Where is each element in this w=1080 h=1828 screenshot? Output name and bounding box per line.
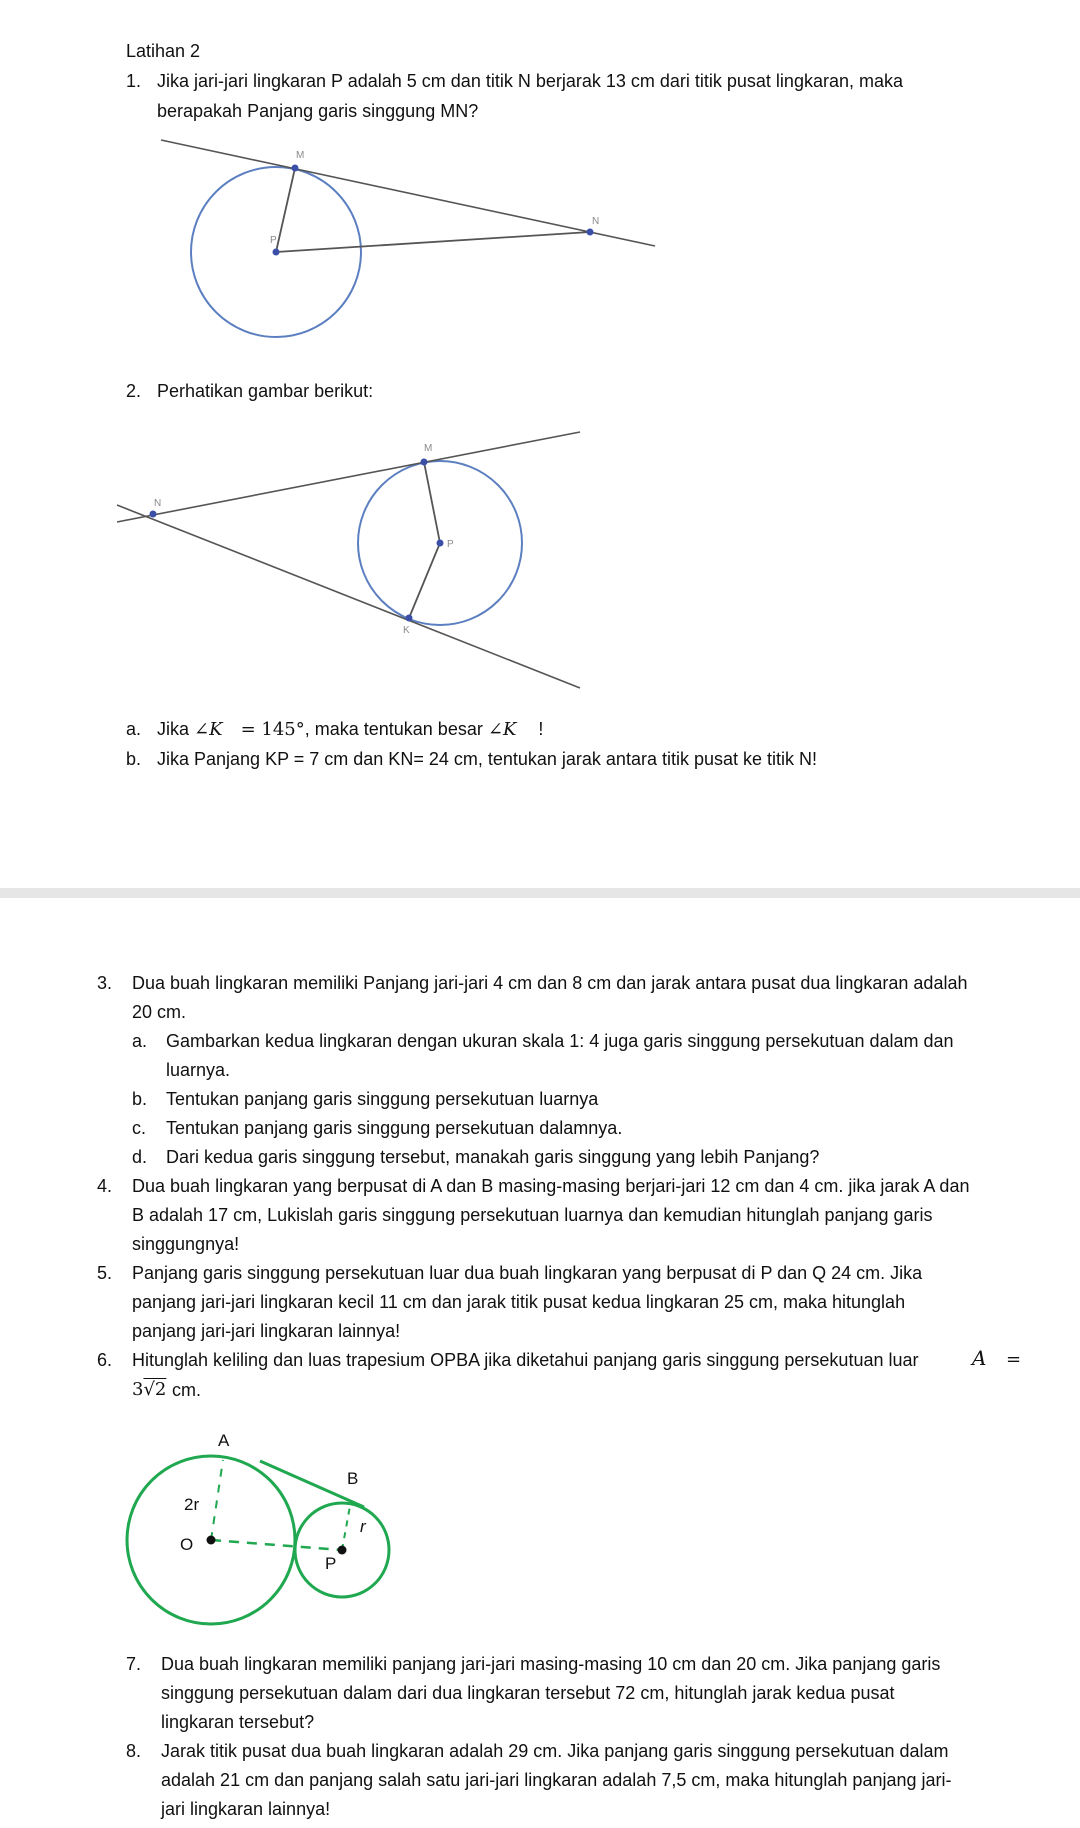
q7-line3: lingkaran tersebut? (161, 1712, 315, 1732)
q3c-text: Tentukan panjang garis singgung persekutuan dalamnya. (166, 1118, 623, 1138)
q6-equals: = (1006, 1349, 1022, 1370)
q2-label-k: K (403, 625, 410, 636)
q2-intro: Perhatikan gambar berikut: (157, 381, 374, 401)
q1-label-n: N (592, 216, 600, 227)
page-1 (0, 0, 1080, 888)
q2-point-n (150, 511, 157, 518)
q2b-text: Jika Panjang KP = 7 cm dan KN= 24 cm, tentukan jarak antara titik pusat ke titik N! (157, 749, 818, 769)
q3-number: 3. (97, 973, 113, 993)
q6-coef: 3 (132, 1379, 144, 1400)
q3a-line2: luarnya. (166, 1060, 231, 1080)
q6-label-b: B (347, 1469, 359, 1488)
q2a-equals: = 145° (240, 719, 305, 740)
q6-point-p (338, 1546, 347, 1555)
q1-label-m: M (296, 150, 305, 161)
q2-tangent-nm (117, 432, 580, 522)
q4-line2: B adalah 17 cm, Lukislah garis singgung persekutuan luarnya dan kemudian hitunglah panjang garis (132, 1205, 933, 1225)
q3d-text: Dari kedua garis singgung tersebut, manakah garis singgung yang lebih Panjang? (166, 1147, 820, 1167)
q3c-marker: c. (132, 1118, 147, 1138)
q6-point-o (207, 1536, 216, 1545)
q4-line3: singgungnya! (132, 1234, 240, 1254)
q6-label-p: P (325, 1554, 337, 1573)
q6-label-r: r (360, 1517, 366, 1536)
q1-line2: berapakah Panjang garis singgung MN? (157, 101, 479, 121)
q2-label-p: P (447, 539, 454, 550)
q2-number: 2. (126, 381, 142, 401)
q3-line2: 20 cm. (132, 1002, 187, 1022)
q6-number: 6. (97, 1350, 113, 1370)
q7-number: 7. (126, 1654, 142, 1674)
q6-label-o: O (180, 1535, 194, 1554)
q8-line2: adalah 21 cm dan panjang salah satu jari-jari lingkaran adalah 7,5 cm, maka hitunglah panjang jari- (161, 1770, 952, 1790)
q1-line1: Jika jari-jari lingkaran P adalah 5 cm dan titik N berjarak 13 cm dari titik pusat lingkaran, maka (157, 71, 903, 91)
q1-label-p: P (270, 235, 277, 246)
q5-line1: Panjang garis singgung persekutuan luar dua buah lingkaran yang berpusat di P dan Q 24 cm. Jika (132, 1263, 923, 1283)
q6-label-a: A (218, 1431, 230, 1450)
q2b-marker: b. (126, 749, 142, 769)
q2-label-m: M (424, 443, 433, 454)
q2-label-n: N (154, 498, 162, 509)
q8-line1: Jarak titik pusat dua buah lingkaran adalah 29 cm. Jika panjang garis singgung persekutuan dalam (161, 1741, 949, 1761)
q2a-angle1: ∠K (194, 719, 223, 740)
q2-point-p (437, 540, 444, 547)
q2a-marker: a. (126, 719, 142, 739)
q1-point-n (587, 229, 594, 236)
q1-point-m (292, 165, 299, 172)
q1-segment-pn (276, 232, 590, 252)
q1-radius-pm (276, 168, 295, 252)
q2a-angle2: ∠K (487, 719, 517, 740)
q2-radius-pk (409, 543, 440, 618)
q3a-line1: Gambarkan kedua lingkaran dengan ukuran skala 1: 4 juga garis singgung persekutuan dalam dan (166, 1031, 954, 1051)
q4-number: 4. (97, 1176, 113, 1196)
q2-point-k (406, 615, 413, 622)
q3b-marker: b. (132, 1089, 148, 1109)
q8-number: 8. (126, 1741, 142, 1761)
q6-line1: Hitunglah keliling dan luas trapesium OPBA jika diketahui panjang garis singgung persekutuan luar (132, 1350, 919, 1370)
q3a-marker: a. (132, 1031, 148, 1051)
q1-point-p (273, 249, 280, 256)
q2-tangent-nk (117, 505, 580, 688)
q6-label-2r: 2r (184, 1495, 200, 1514)
q5-number: 5. (97, 1263, 113, 1283)
q2-point-m (421, 459, 428, 466)
q6-root: √2 (143, 1379, 167, 1400)
page-divider (0, 888, 1080, 898)
q2a-text-before: Jika (157, 719, 190, 739)
q8-line3: jari lingkaran lainnya! (161, 1799, 331, 1819)
q6-var-a: A (972, 1346, 987, 1370)
page-2 (0, 898, 1080, 1828)
q7-line2: singgung persekutuan dalam dari dua lingkaran tersebut 72 cm, hitunglah jarak kedua pusat (161, 1683, 895, 1703)
q3b-text: Tentukan panjang garis singgung persekutuan luarnya (166, 1089, 599, 1109)
figure-q6 (127, 1431, 389, 1624)
q5-line2: panjang jari-jari lingkaran kecil 11 cm dan jarak titik pusat kedua lingkaran 25 cm, maka hitunglah (132, 1292, 906, 1312)
q2a-line (157, 718, 543, 741)
q3-line1: Dua buah lingkaran memiliki Panjang jari-jari 4 cm dan 8 cm dan jarak antara pusat dua lingkaran adalah (132, 973, 968, 993)
q6-segment-op (211, 1540, 342, 1550)
q6-radius-oa (211, 1460, 223, 1540)
figure-q2 (117, 432, 580, 688)
q1-number: 1. (126, 71, 142, 91)
q2-radius-pm (424, 462, 440, 543)
figure-q1 (161, 140, 655, 337)
q7-line1: Dua buah lingkaran memiliki panjang jari-jari masing-masing 10 cm dan 20 cm. Jika panjang garis (161, 1654, 941, 1674)
q6-unit: cm. (172, 1380, 201, 1400)
q4-line1: Dua buah lingkaran yang berpusat di A dan B masing-masing berjari-jari 12 cm dan 4 cm. jika jarak A dan (132, 1176, 970, 1196)
q2a-text-after: ! (538, 719, 544, 739)
q6-radius-pb (342, 1506, 350, 1550)
q5-line3: panjang jari-jari lingkaran lainnya! (132, 1321, 401, 1341)
q3d-marker: d. (132, 1147, 148, 1167)
q2a-text-mid: , maka tentukan besar (304, 719, 483, 739)
q1-tangent-line (161, 140, 655, 246)
heading: Latihan 2 (126, 41, 201, 61)
